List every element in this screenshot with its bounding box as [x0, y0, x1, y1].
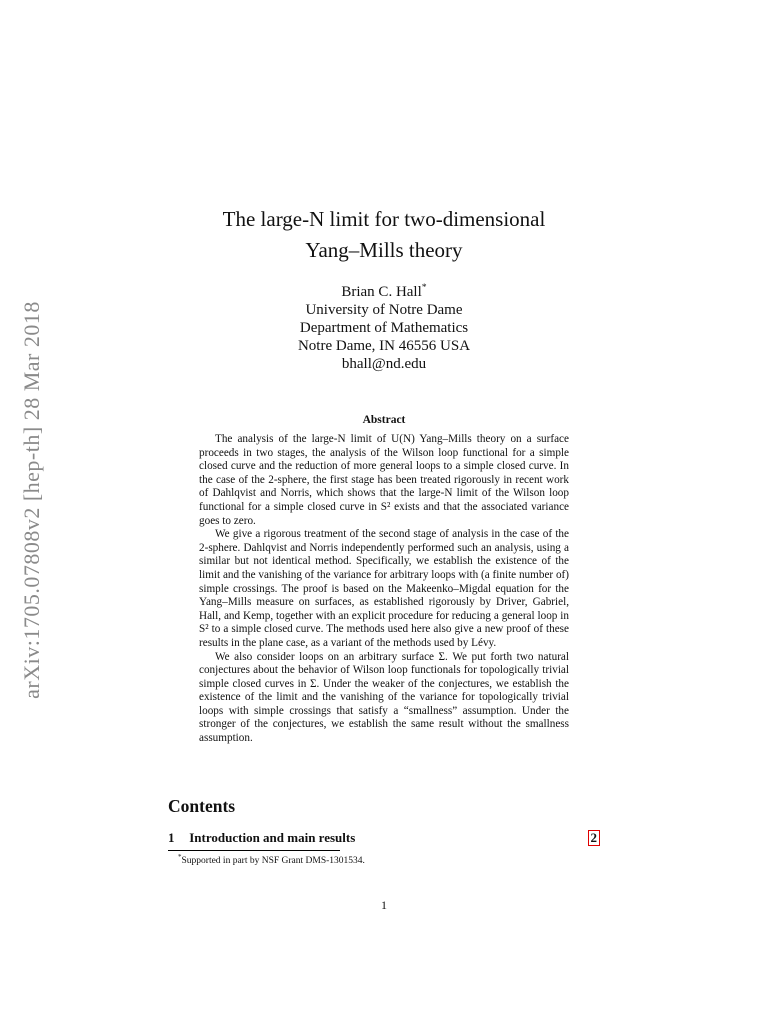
- author-address: Notre Dame, IN 46556 USA: [297, 338, 471, 354]
- abstract-paragraph-3: We also consider loops on an arbitrary surface Σ. We put forth two natural conjectures about the behavior of Wilson loop functionals for topologically trivial simple closed curves in Σ. Under the weaker of the conjectures, we establish the existence of the limit and the vanishing of the variance for topologically trivial loops with simple crossings that satisfy a “smallness” assumption. Under the stronger of the conjectures, we establish the same result without the smallness assumption.: [199, 650, 569, 745]
- paper-title: [168, 204, 600, 266]
- footnote-text: Supported in part by NSF Grant DMS-1301534.: [181, 856, 365, 867]
- toc-page-link[interactable]: 2: [588, 830, 601, 846]
- author-block: [168, 279, 600, 373]
- author-department: Department of Mathematics: [299, 320, 469, 336]
- toc-entry[interactable]: [168, 830, 600, 846]
- arxiv-identifier-stamp: [14, 270, 50, 730]
- footnote-rule: [168, 850, 340, 851]
- footnote: [178, 853, 365, 866]
- author-name-line: [168, 279, 600, 301]
- contents-heading: Contents: [168, 796, 236, 816]
- author-affiliation: University of Notre Dame: [305, 302, 463, 318]
- abstract-paragraph-1: The analysis of the large-N limit of U(N) Yang–Mills theory on a surface proceeds in two stages, the analysis of the Wilson loop functional for a simple closed curve and the reduction of more general loops to a simple closed curve. In the case of the 2-sphere, the first stage has been treated rigorously in recent work of Dahlqvist and Norris, which shows that the large-N limit of the Wilson loop functional for a simple closed curve in S² exists and that the associated variance goes to zero.: [199, 433, 569, 527]
- author-email: bhall@nd.edu: [341, 356, 427, 372]
- arxiv-stamp-text: arXiv:1705.07808v2 [hep-th] 28 Mar 2018: [19, 301, 44, 699]
- author-footnote-mark[interactable]: *: [421, 282, 427, 293]
- toc-entry-number: 1: [168, 830, 175, 845]
- title-line-1: The large-N limit for two-dimensional: [222, 207, 546, 231]
- toc-entry-title[interactable]: Introduction and main results: [189, 830, 356, 845]
- abstract-paragraph-2: We give a rigorous treatment of the second stage of analysis in the case of the 2-sphere. Dahlqvist and Norris independently performed such an analysis, using a similar but not identical method. Specifically, we establish the existence of the limit and the vanishing of the variance for arbitrary loops with (a finite number of) simple crossings. The proof is based on the Makeenko–Migdal equation for the Yang–Mills measure on surfaces, as established rigorously by Driver, Gabriel, Hall, and Kemp, together with an explicit procedure for reducing a general loop in S² to a simple closed curve. The methods used here also give a new proof of these results in the plane case, as a variant of the methods used by Lévy.: [199, 528, 569, 649]
- abstract-heading: Abstract: [362, 414, 406, 426]
- title-line-2: Yang–Mills theory: [305, 238, 463, 262]
- footnote-mark: *: [178, 853, 182, 861]
- author-name: Brian C. Hall: [341, 284, 422, 300]
- page-number: 1: [381, 898, 387, 912]
- abstract-body: [199, 433, 569, 746]
